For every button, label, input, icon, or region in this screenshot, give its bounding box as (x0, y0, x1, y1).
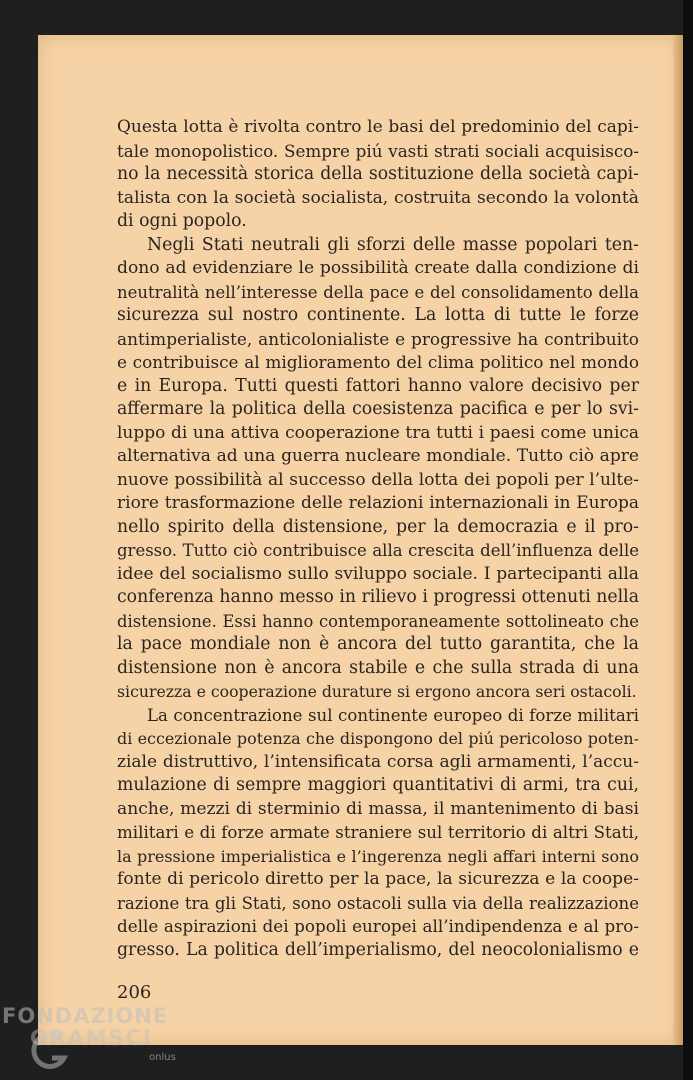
text-line: gresso. Tutto ciò contribuisce alla crescita dell’influenza delle (117, 541, 639, 560)
text-line: la pressione imperialistica e l’ingerenza negli affari interni sono (117, 846, 639, 866)
text-line: neutralità nell’interesse della pace e del consolidamento della (117, 282, 639, 302)
watermark-sub: onlus (149, 1052, 176, 1063)
text-line: distensione non è ancora stabile e che sulla strada di una (117, 657, 639, 678)
text-line: alternativa ad una guerra nucleare mondiale. Tutto ciò apre (117, 446, 639, 466)
text-line: sicurezza e cooperazione durature si ergono ancora seri ostacoli. (117, 682, 637, 701)
text-line: e in Europa. Tutti questi fattori hanno valore decisivo per (117, 375, 639, 396)
text-line: di eccezionale potenza che dispongono del piú pericoloso poten- (117, 729, 639, 748)
text-line: riore trasformazione delle relazioni internazionali in Europa (117, 493, 639, 513)
text-line: e contribuisce al miglioramento del clima politico nel mondo (117, 352, 639, 372)
text-line: idee del socialismo sullo sviluppo sociale. I partecipanti alla (117, 563, 639, 584)
text-line: talista con la società socialista, costruita secondo la volontà (117, 187, 639, 208)
text-line: gresso. La politica dell’imperialismo, del neocolonialismo e (117, 939, 639, 960)
text-line: distensione. Essi hanno contemporaneamente sottolineato che (117, 611, 639, 631)
watermark-line-2: GRAMSCI (30, 1026, 153, 1050)
text-line: dono ad evidenziare le possibilità create dalla condizione di (117, 258, 639, 278)
text-line: nello spirito della distensione, per la democrazia e il pro- (117, 516, 639, 537)
text-line: mulazione di sempre maggiori quantitativi di armi, tra cui, (117, 775, 639, 795)
text-line: razione tra gli Stati, sono ostacoli sulla via della realizzazione (117, 893, 639, 913)
text-line: di ogni popolo. (117, 211, 247, 231)
text-line: delle aspirazioni dei popoli europei all’indipendenza e al pro- (117, 916, 639, 936)
text-line: antimperialiste, anticolonialiste e progressive ha contribuito (117, 328, 639, 349)
watermark-line-1: FONDAZIONE (2, 1004, 169, 1028)
text-line: conferenza hanno messo in rilievo i progressi ottenuti nella (117, 587, 639, 607)
text-line: la pace mondiale non è ancora del tutto garantita, che la (117, 634, 639, 654)
text-line: tale monopolistico. Sempre piú vasti strati sociali acquisisco- (117, 140, 639, 161)
page-number: 206 (117, 982, 152, 1003)
text-line: nuove possibilità al successo della lotta dei popoli per l’ulte- (117, 469, 639, 490)
page-edge-shadow (673, 35, 683, 1045)
text-line: ziale distruttivo, l’intensificata corsa agli armamenti, l’accu- (117, 751, 639, 772)
fondazione-gramsci-watermark (2, 1002, 182, 1077)
text-line: Negli Stati neutrali gli sforzi delle masse popolari ten- (147, 234, 639, 255)
text-line: fonte di pericolo diretto per la pace, la sicurezza e la coope- (117, 869, 639, 889)
text-line: sicurezza sul nostro continente. La lotta di tutte le forze (117, 305, 639, 325)
scan-background-edge (683, 0, 693, 1080)
text-line: affermare la politica della coesistenza pacifica e per lo svi- (117, 399, 639, 419)
text-line: anche, mezzi di sterminio di massa, il mantenimento di basi (117, 798, 639, 819)
text-line: luppo di una attiva cooperazione tra tutti i paesi come unica (117, 422, 639, 443)
text-line: no la necessità storica della sostituzione della società capi- (117, 164, 639, 184)
text-line: La concentrazione sul continente europeo di forze militari (147, 705, 639, 725)
body-text (117, 116, 639, 962)
text-line: militari e di forze armate straniere sul territorio di altri Stati, (117, 823, 639, 842)
text-line: Questa lotta è rivolta contro le basi del predominio del capi- (117, 117, 639, 137)
